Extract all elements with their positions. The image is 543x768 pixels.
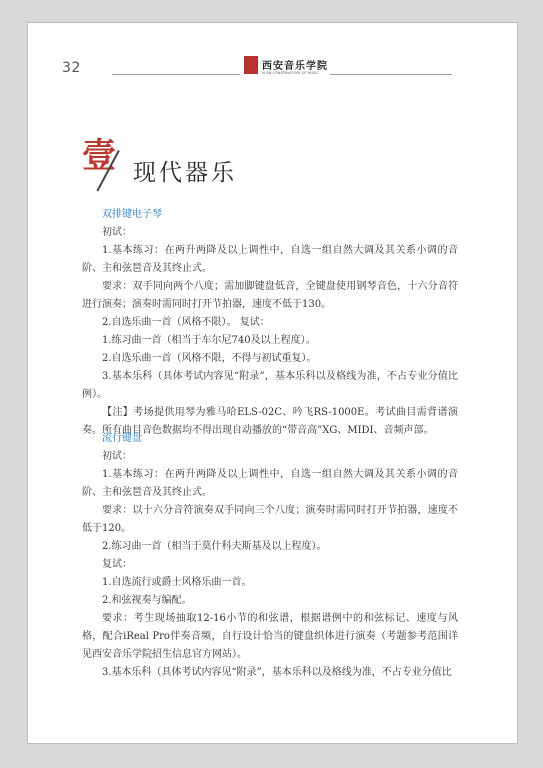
block-pop-keyboard <box>82 430 458 682</box>
paragraph: 1.自选流行或爵士风格乐曲一首。 <box>102 577 252 588</box>
paragraph: 2.自选乐曲一首（风格不限）。 复试： <box>102 317 270 328</box>
logo-name: 西安音乐学院 <box>262 61 328 72</box>
paragraph: 要求：以十六分音符演奏双手同向三个八度；演奏时需同时打开节拍器，速度不低于120。 <box>82 505 458 534</box>
block-heading: 流行键盘 <box>102 433 142 444</box>
paragraph: 初试： <box>102 227 132 238</box>
block-keyboard-organ <box>82 206 458 440</box>
paragraph: 2.自选乐曲一首（风格不限，不得与初试重复）。 <box>102 353 317 364</box>
paragraph: 3.基本乐科（具体考试内容见“附录”，基本乐科以及格线为准，不占专业分值比例）。 <box>82 371 458 400</box>
section-title: 现代器乐 <box>133 160 237 186</box>
paragraph: 3.基本乐科（具体考试内容见“附录”，基本乐科以及格线为准，不占专业分值比 <box>102 667 452 678</box>
paragraph: 初试： <box>102 451 132 462</box>
paragraph: 2.和弦视奏与编配。 <box>102 595 192 606</box>
paragraph: 2.练习曲一首（相当于莫什科夫斯基及以上程度）。 <box>102 541 327 552</box>
paragraph: 要求：考生现场抽取12-16小节的和弦谱，根据谱例中的和弦标记、速度与风格，配合iReal Pro伴奏音频，自行设计恰当的键盘织体进行演奏（考题参考范围详见西安音乐学院招生信息官方网站）。 <box>82 613 458 660</box>
school-logo <box>240 56 330 86</box>
block-heading: 双排键电子琴 <box>102 209 162 220</box>
paragraph: 1.练习曲一首（相当于车尔尼740及以上程度）。 <box>102 335 316 346</box>
note-paragraph: 【注】考场提供用琴为雅马哈ELS-02C、吟飞RS-1000E。考试曲目需背谱演奏。所有曲目音色数据均不得出现自动播放的“带音高”XG、MIDI、音频声部。 <box>82 407 458 436</box>
page-number: 32 <box>62 60 81 76</box>
paragraph: 1.基本练习：在两升两降及以上调性中，自选一组自然大调及其关系小调的音阶、主和弦琶音及其终止式。 <box>82 245 458 274</box>
section-number: 壹 <box>82 136 116 176</box>
paragraph: 1.基本练习：在两升两降及以上调性中，自选一组自然大调及其关系小调的音阶、主和弦琶音及其终止式。 <box>82 469 458 498</box>
logo-subtitle: XI'AN CONSERVATORY OF MUSIC <box>262 71 319 75</box>
paragraph: 要求：双手同向两个八度；需加脚键盘低音，全键盘使用钢琴音色，十六分音符进行演奏；演奏时需同时打开节拍器，速度不低于130。 <box>82 281 458 310</box>
seal-icon <box>244 56 258 74</box>
paragraph: 复试： <box>102 559 132 570</box>
